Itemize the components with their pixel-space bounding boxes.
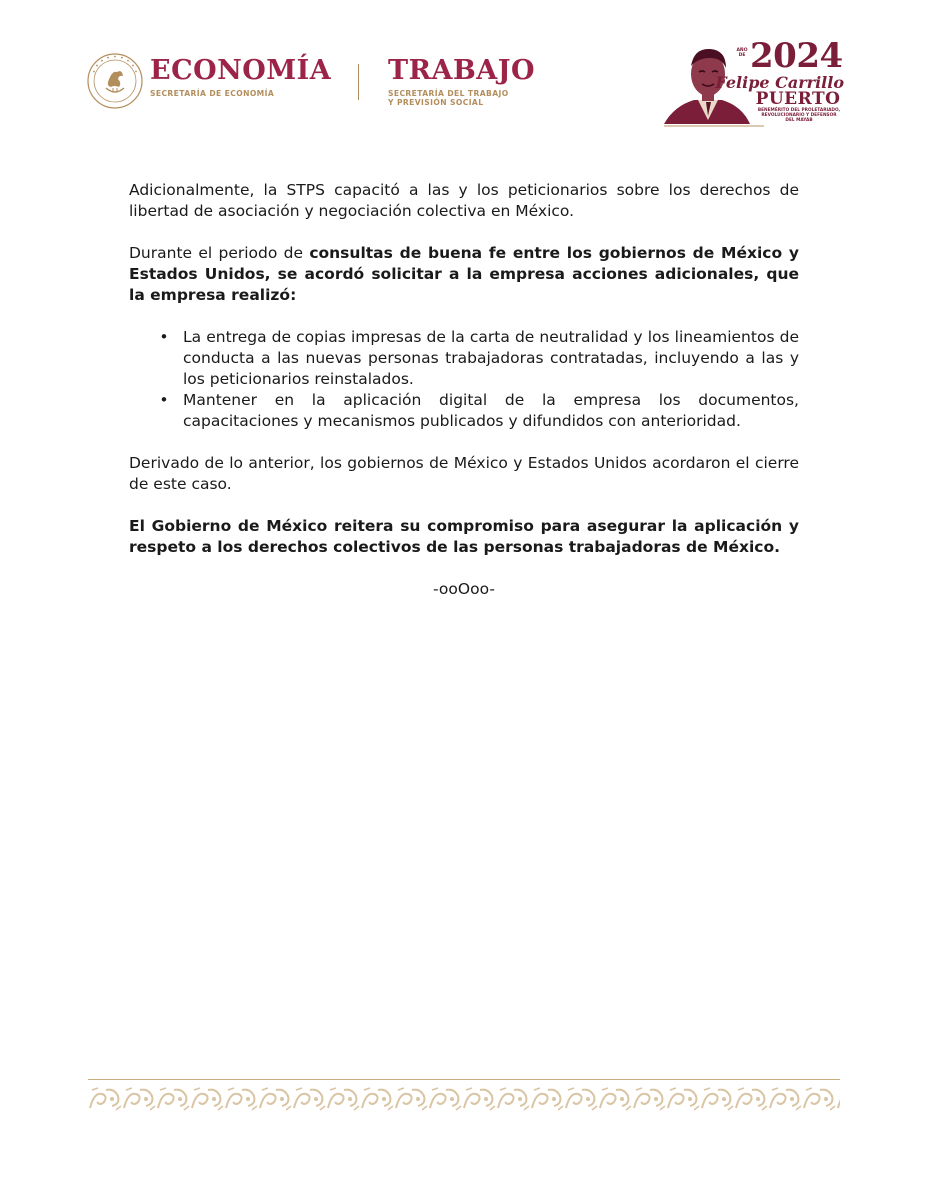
year-badge-name: Felipe Carrillo (715, 73, 844, 92)
year-badge-surname: PUERTO (755, 89, 841, 109)
mexico-coat-of-arms-icon (86, 52, 144, 110)
bullet-icon: • (159, 391, 169, 409)
paragraph-consultations-lead: Durante el periodo de (129, 244, 310, 262)
trabajo-subtitle-line1: SECRETARÍA DEL TRABAJO (388, 89, 509, 98)
list-item (129, 327, 799, 390)
list-item-text: Mantener en la aplicación digital de la empresa los documentos, capacitaciones y mecanismos publicados y difundidos con anterioridad. (183, 391, 799, 430)
economia-title: ECONOMÍA (150, 55, 332, 86)
year-badge-caption (754, 108, 844, 123)
bullet-icon: • (159, 328, 169, 346)
list-item-text: La entrega de copias impresas de la carta de neutralidad y los lineamientos de conducta a las nuevas personas trabajadoras contratadas, incluyendo a las y los peticionarios reinstalados. (183, 328, 799, 388)
decorative-greca-pattern-icon (88, 1086, 840, 1112)
economia-logo (150, 56, 331, 98)
trabajo-logo (388, 56, 535, 107)
paragraph-training: Adicionalmente, la STPS capacitó a las y los peticionarios sobre los derechos de libertad de asociación y negociación colectiva en México. (129, 181, 799, 220)
trabajo-subtitle-line2: Y PREVISIÓN SOCIAL (388, 98, 484, 107)
year-badge-caption-line1: BENEMÉRITO DEL PROLETARIADO, (757, 108, 841, 113)
paragraph-consultations (129, 243, 799, 306)
letterhead-header (0, 0, 927, 140)
logo-divider (358, 64, 359, 100)
paragraph-commitment: El Gobierno de México reitera su compromiso para asegurar la aplicación y respeto a los derechos colectivos de las personas trabajadoras de México. (129, 517, 799, 556)
footer-rule (88, 1079, 840, 1080)
year-badge-small-label: AÑO DE (736, 48, 748, 58)
year-badge-year: 2024 (750, 36, 843, 76)
closing-mark: -ooOoo- (433, 580, 495, 598)
list-item (129, 390, 799, 432)
year-badge-caption-line2: REVOLUCIONARIO Y DEFENSOR (761, 113, 837, 118)
trabajo-title: TRABAJO (388, 55, 536, 86)
economia-subtitle: SECRETARÍA DE ECONOMÍA (150, 89, 275, 98)
document-body (129, 180, 799, 621)
paragraph-consultations-bold: consultas de buena fe entre los gobiernos de México y Estados Unidos, se acordó solicitar a la empresa acciones adicionales, que la empresa realizó: (129, 244, 799, 304)
actions-list (129, 327, 799, 432)
paragraph-case-closure: Derivado de lo anterior, los gobiernos de México y Estados Unidos acordaron el cierre de este caso. (129, 454, 799, 493)
year-badge-caption-line3: DEL MAYAB (785, 118, 813, 123)
